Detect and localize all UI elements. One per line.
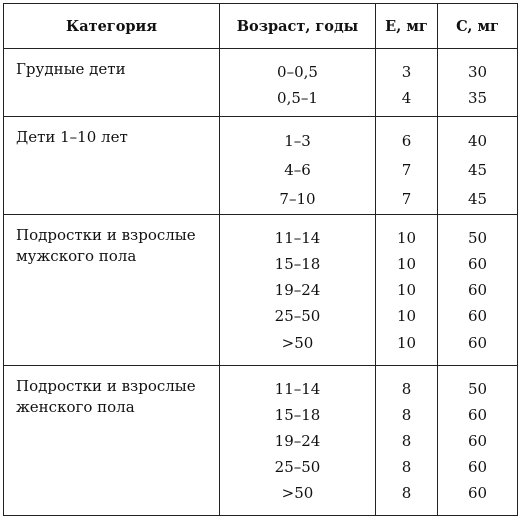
age-value: 1–3 bbox=[284, 132, 311, 150]
category-cell: Грудные дети bbox=[4, 49, 220, 117]
category-cell: Подростки и взрослые мужского пола bbox=[4, 215, 220, 366]
age-value: 11–14 bbox=[274, 229, 321, 247]
e-value: 7 bbox=[401, 190, 412, 208]
c-value: 60 bbox=[467, 307, 488, 325]
e-cell bbox=[376, 49, 438, 117]
group-row-male bbox=[4, 215, 518, 366]
age-cell bbox=[220, 117, 376, 215]
age-cell bbox=[220, 366, 376, 516]
age-value: 19–24 bbox=[274, 281, 321, 299]
e-value: 10 bbox=[396, 229, 417, 247]
age-value: 0–0,5 bbox=[277, 63, 318, 81]
header-age: Возраст, годы bbox=[220, 4, 376, 49]
e-value: 10 bbox=[396, 307, 417, 325]
age-value: 0,5–1 bbox=[277, 89, 318, 107]
c-value: 60 bbox=[467, 334, 488, 352]
e-value: 3 bbox=[401, 63, 412, 81]
e-value: 8 bbox=[401, 380, 412, 398]
e-value: 7 bbox=[401, 161, 412, 179]
group-row-children bbox=[4, 117, 518, 215]
e-cell bbox=[376, 215, 438, 366]
c-value: 35 bbox=[467, 89, 488, 107]
age-value: 11–14 bbox=[274, 380, 321, 398]
c-value: 60 bbox=[467, 406, 488, 424]
group-row-infants bbox=[4, 49, 518, 117]
header-row bbox=[4, 4, 518, 49]
c-value: 60 bbox=[467, 255, 488, 273]
age-value: 25–50 bbox=[274, 307, 321, 325]
c-value: 30 bbox=[467, 63, 488, 81]
category-cell: Дети 1–10 лет bbox=[4, 117, 220, 215]
c-value: 40 bbox=[467, 132, 488, 150]
c-value: 60 bbox=[467, 458, 488, 476]
header-category: Категория bbox=[4, 4, 220, 49]
e-value: 6 bbox=[401, 132, 412, 150]
age-value: 7–10 bbox=[279, 190, 316, 208]
c-cell bbox=[438, 49, 518, 117]
age-cell bbox=[220, 215, 376, 366]
age-value: >50 bbox=[281, 484, 314, 502]
e-value: 8 bbox=[401, 458, 412, 476]
age-value: 25–50 bbox=[274, 458, 321, 476]
e-value: 8 bbox=[401, 406, 412, 424]
c-cell bbox=[438, 215, 518, 366]
age-value: >50 bbox=[281, 334, 314, 352]
c-value: 45 bbox=[467, 161, 488, 179]
c-value: 60 bbox=[467, 432, 488, 450]
c-value: 60 bbox=[467, 281, 488, 299]
e-value: 10 bbox=[396, 281, 417, 299]
age-cell bbox=[220, 49, 376, 117]
c-cell bbox=[438, 366, 518, 516]
c-value: 60 bbox=[467, 484, 488, 502]
e-cell bbox=[376, 117, 438, 215]
c-cell bbox=[438, 117, 518, 215]
c-value: 50 bbox=[467, 380, 488, 398]
header-e: E, мг bbox=[376, 4, 438, 49]
age-value: 15–18 bbox=[274, 406, 321, 424]
e-value: 10 bbox=[396, 255, 417, 273]
c-value: 45 bbox=[467, 190, 488, 208]
age-value: 15–18 bbox=[274, 255, 321, 273]
e-value: 4 bbox=[401, 89, 412, 107]
age-value: 4–6 bbox=[284, 161, 311, 179]
c-value: 50 bbox=[467, 229, 488, 247]
e-value: 8 bbox=[401, 432, 412, 450]
category-cell: Подростки и взрослые женского пола bbox=[4, 366, 220, 516]
header-c: C, мг bbox=[438, 4, 518, 49]
age-value: 19–24 bbox=[274, 432, 321, 450]
e-value: 10 bbox=[396, 334, 417, 352]
e-value: 8 bbox=[401, 484, 412, 502]
e-cell bbox=[376, 366, 438, 516]
nutrient-table bbox=[3, 3, 518, 516]
group-row-female bbox=[4, 366, 518, 516]
